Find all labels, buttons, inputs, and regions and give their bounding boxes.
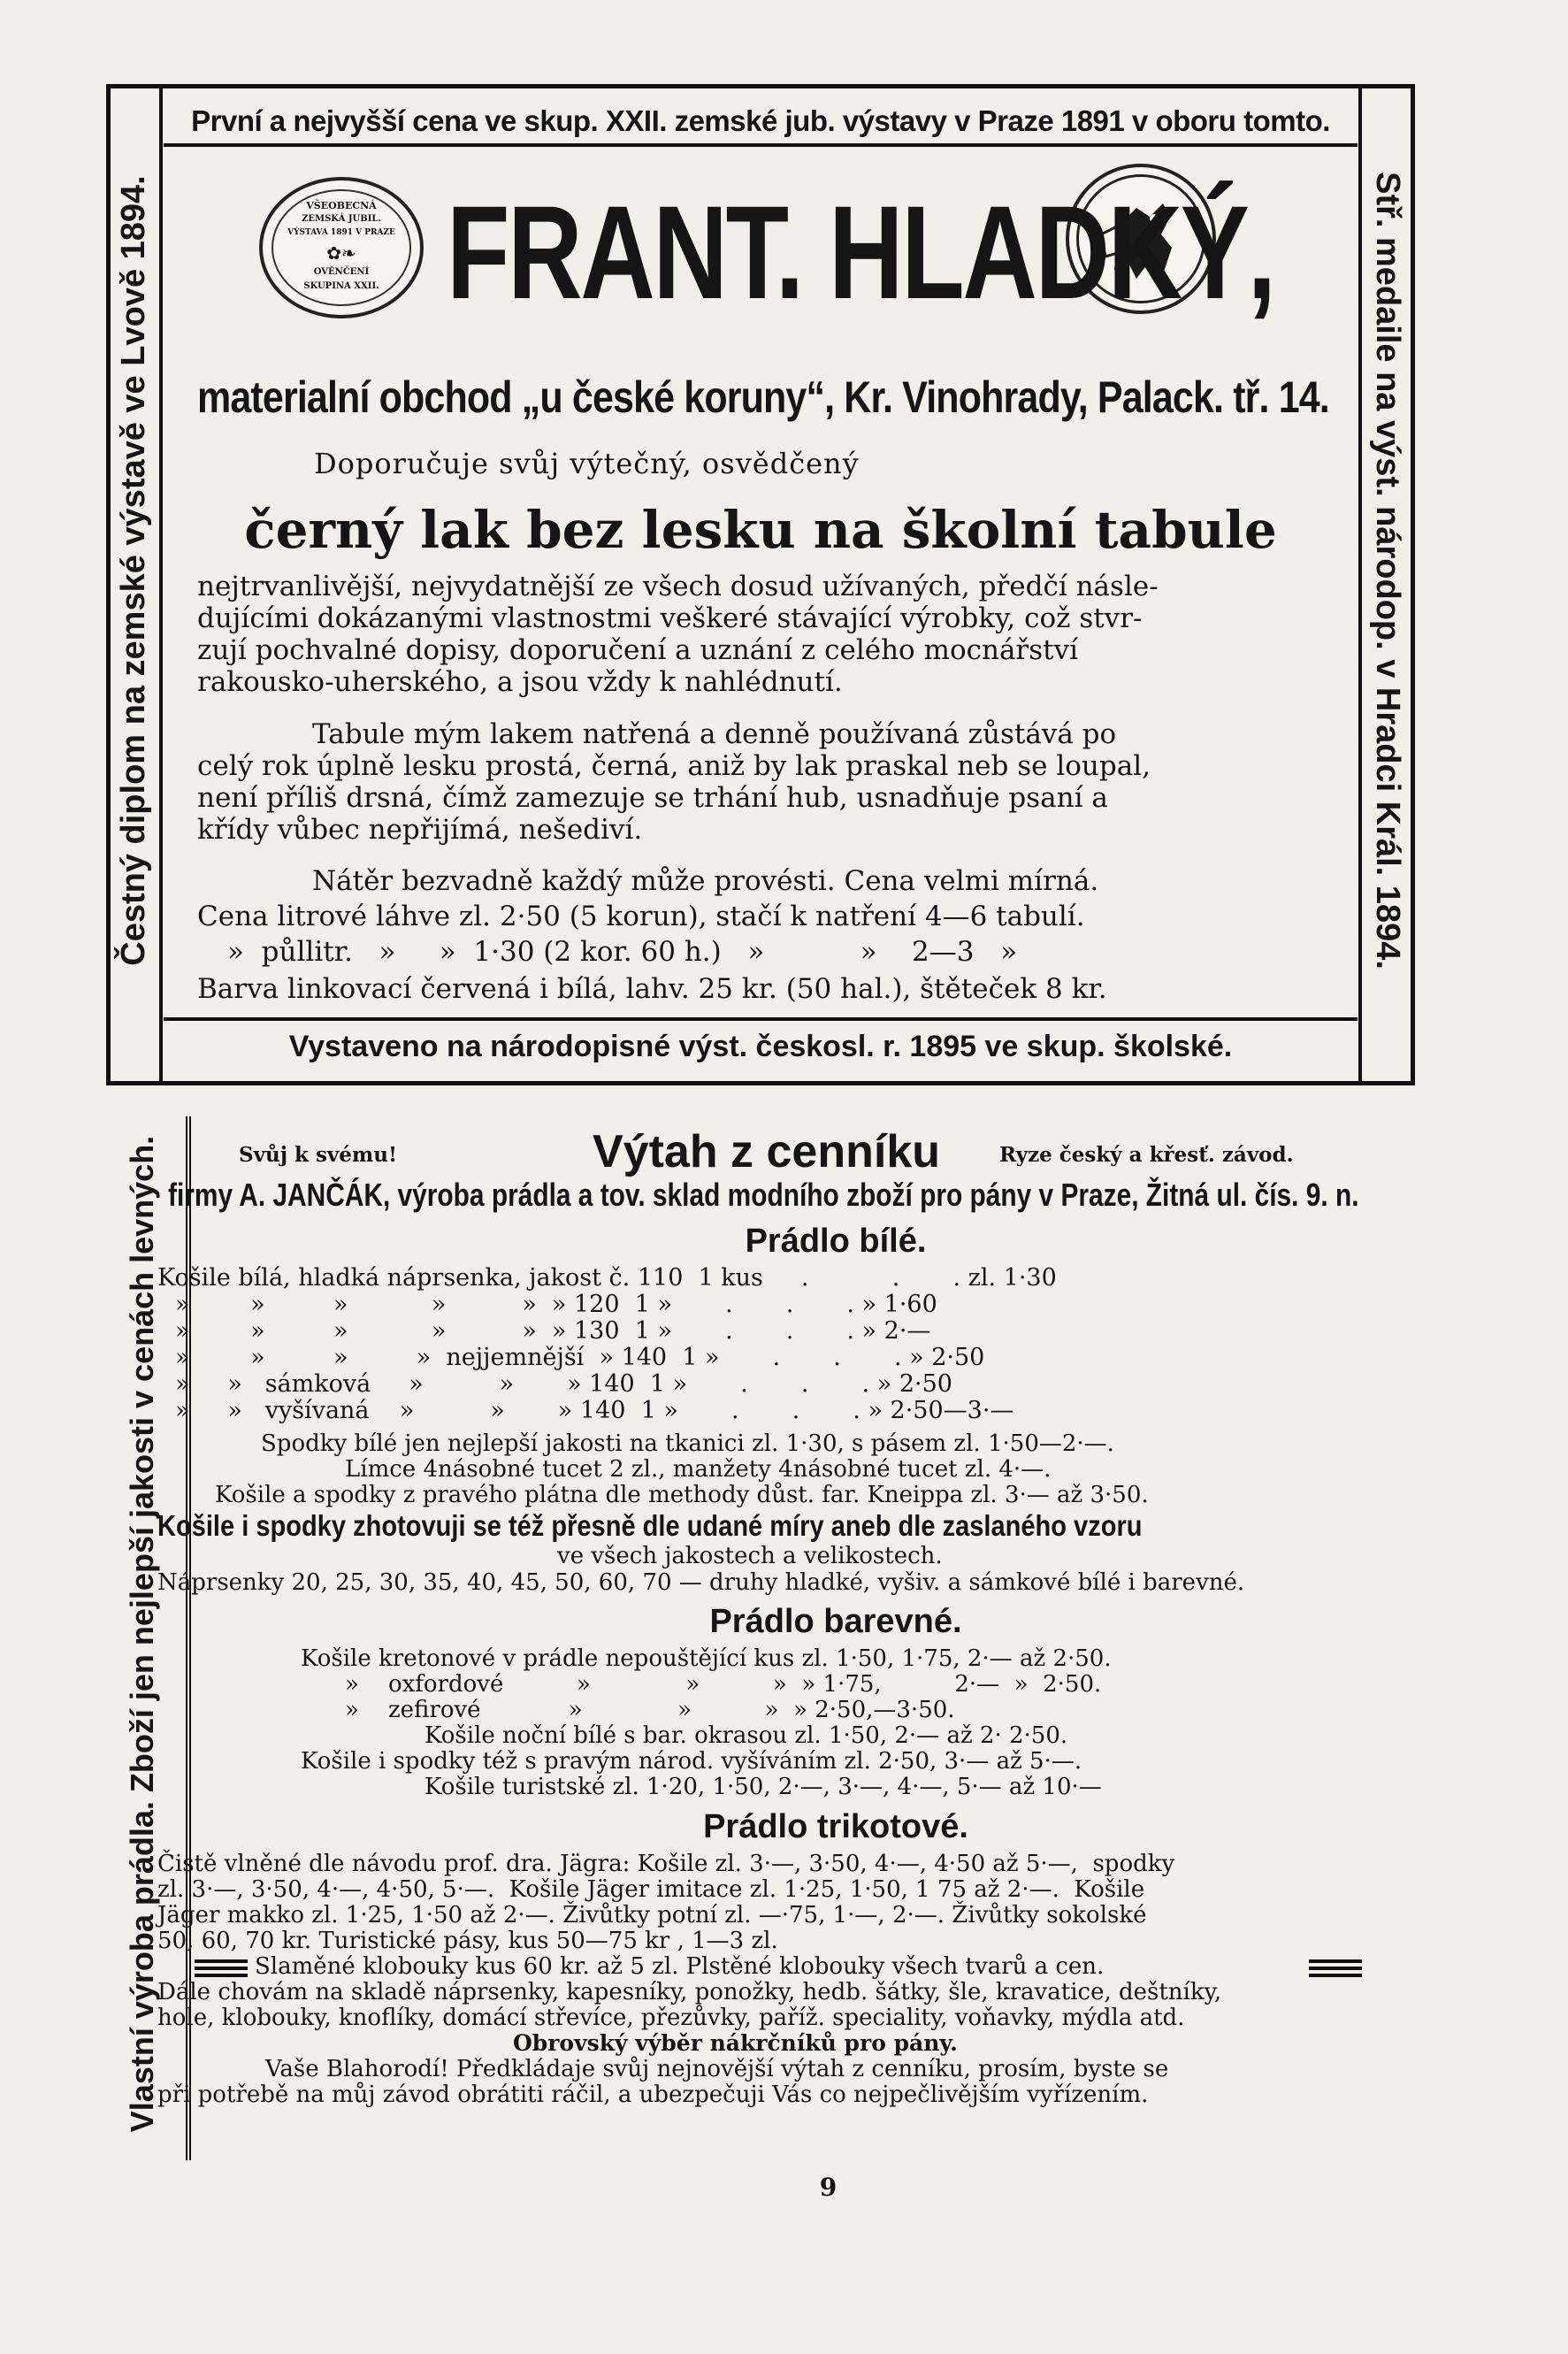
section-knitwear: Prádlo trikotové. [703, 1808, 968, 1845]
section-colored-linen: Prádlo barevné. [709, 1603, 962, 1640]
all-sizes-line: ve všech jakostech a velikostech. [557, 1543, 943, 1569]
top-banner: První a nejvyšší cena ve skup. XXII. zemské jub. výstavy v Praze 1891 v oboru tomto. [191, 104, 1330, 137]
advert-jancak [97, 1116, 1442, 2143]
left-side-text: Vlastní výroba prádla. Zboží jen nejlepší jakosti v cenách levných. [124, 1135, 160, 2133]
slogan-left: Svůj k svému! [239, 1143, 398, 1167]
section-white-linen: Prádlo bílé. [745, 1223, 927, 1260]
description-para-2 [197, 718, 1151, 846]
para2-line: Tabule mým lakem natřená a denně používaná zůstává po [312, 718, 1117, 750]
white-linen-table [157, 1265, 1057, 1424]
firm-line: firmy A. JANČÁK, výroba prádla a tov. sklad modního zboží pro pány v Praze, Žitná ul. čís. 9. n. [168, 1177, 1359, 1213]
right-side-text: Stř. medaile na výst. národop. v Hradci Král. 1894. [1369, 172, 1406, 970]
frame-left-divider [159, 88, 163, 1081]
price-line-2: » půllitr. » » 1·30 (2 kor. 60 h.) » » 2—3 » [227, 936, 1018, 968]
colored-line-3: » zefirové » » » » 2·50,—3·50. [345, 1697, 955, 1723]
advert-hladky [106, 84, 1415, 1085]
triple-dash-left-icon [195, 1957, 248, 1980]
table-row: Košile bílá, hladká náprsenka, jakost č. 110 1 kus . . . zl. 1·30 [157, 1264, 1057, 1292]
seal-text-1: VŠEOBECNÁ [306, 200, 377, 211]
para2-line: křídy vůbec nepřijímá, nešediví. [197, 814, 643, 846]
description-para-1 [197, 571, 1159, 698]
kneipp-line: Košile a spodky z pravého plátna dle methody důst. far. Kneippa zl. 3·— až 3·50. [215, 1482, 1149, 1508]
knit-line-3: Jäger makko zl. 1·25, 1·50 až 2·—. Živůtky potní zl. —·75, 1·—, 2·—. Živůtky sokolské [157, 1902, 1147, 1928]
seal-text-5: SKUPINA XXII. [303, 281, 379, 291]
neckties-line: Obrovský výběr nákrčníků pro pány. [513, 2030, 958, 2056]
price-line-3: Barva linkovací červená i bílá, lahv. 25 kr. (50 hal.), štěteček 8 kr. [197, 973, 1107, 1005]
colored-line-6: Košile turistské zl. 1·20, 1·50, 2·—, 3·—, 4·—, 5·— až 10·— [425, 1774, 1102, 1800]
colored-line-2: » oxfordové » » » » 1·75, 2·— » 2·50. [345, 1671, 1102, 1698]
hats-line: Slaměné klobouky kus 60 kr. až 5 zl. Plstěné klobouky všech tvarů a cen. [255, 1953, 1105, 1980]
custom-made-line: Košile i spodky zhotovuji se též přesně dle udané míry aneb dle zaslaného vzoru [157, 1509, 1143, 1542]
table-row: » » » » nejjemnější » 140 1 » . . . » 2·50 [175, 1344, 985, 1371]
stock-line-1: Dále chovám na skladě náprsenky, kapesníky, ponožky, hedb. šátky, šle, kravatice, deštníky, [157, 1979, 1222, 2005]
knit-line-1: Čistě vlněné dle návodu prof. dra. Jägra: Košile zl. 3·—, 3·50, 4·—, 4·50 až 5·—, spodky [157, 1851, 1175, 1877]
para1-line: nejtrvanlivější, nejvydatnější ze všech dosud užívaných, předčí násle- [197, 571, 1159, 602]
stock-line-2: hole, klobouky, knoflíky, domácí střevíce, přezůvky, paříž. speciality, voňavky, mýdla atd. [157, 2005, 1185, 2031]
para2-line: není příliš drsná, čímž zamezuje se trhání hub, usnadňuje psaní a [197, 782, 1108, 814]
exhibition-seal [259, 177, 424, 318]
para1-line: zují pochvalné dopisy, doporučení a uznání z celého mocnářství [197, 634, 1079, 666]
firm-name: FRANT. HLADKÝ, [447, 178, 1274, 326]
knit-line-4: 50, 60, 70 kr. Turistické pásy, kus 50—75 kr , 1—3 zl. [157, 1928, 778, 1954]
shirtfronts-line: Náprsenky 20, 25, 30, 35, 40, 45, 50, 60, 70 — druhy hladké, vyšiv. a sámkové bílé i barevné. [157, 1569, 1245, 1596]
top-banner-box [164, 101, 1358, 147]
firm-subtitle: materialní obchod „u české koruny“, Kr. Vinohrady, Palack. tř. 14. [197, 372, 1329, 422]
table-row: » » sámková » » » 140 1 » . . . » 2·50 [175, 1370, 952, 1398]
colored-line-4: Košile noční bílé s bar. okrasou zl. 1·50, 2·— až 2· 2·50. [425, 1722, 1068, 1749]
colored-line-5: Košile i spodky též s pravým národ. vyšíváním zl. 2·50, 3·— až 5·—. [301, 1748, 1082, 1775]
para1-line: dujícími dokázanými vlastnostmi veškeré stávající výrobky, což stvr- [197, 602, 1143, 634]
seal-emblem-icon: ✿❧ [326, 242, 356, 264]
pricelist-title: Výtah z cenníku [593, 1126, 940, 1177]
colored-line-1: Košile kretonové v prádle nepouštějící kus zl. 1·50, 1·75, 2·— až 2·50. [301, 1645, 1112, 1672]
triple-dash-right-icon [1309, 1957, 1362, 1980]
seal-text-2: ZEMSKÁ JUBIL. [302, 214, 381, 224]
para2-line: celý rok úplně lesku prostá, černá, aniž by lak praskal neb se loupal, [197, 750, 1151, 782]
closing-line-2: při potřebě na můj závod obrátiti ráčil, a ubezpečuji Vás co nejpečlivějším vyřízením. [157, 2082, 1149, 2108]
seal-text-3: VÝSTAVA 1891 V PRAZE [287, 228, 395, 237]
collars-line: Límce 4násobné tucet 2 zl., manžety 4násobné tucet zl. 4·—. [345, 1456, 1052, 1483]
underwear-line: Spodky bílé jen nejlepší jakosti na tkanici zl. 1·30, s pásem zl. 1·50—2·—. [261, 1430, 1114, 1457]
application-note: Nátěr bezvadně každý může provésti. Cena velmi mírná. [312, 865, 1099, 897]
product-title: černý lak bez lesku na školní tabule [244, 500, 1277, 560]
bottom-banner: Vystaveno na národopisné výst. českosl. r. 1895 ve skup. školské. [288, 1030, 1233, 1063]
left-side-text: Čestný diplom na zemské výstavě ve Lvově 1894. [115, 175, 152, 966]
knit-line-2: zl. 3·—, 3·50, 4·—, 4·50, 5·—. Košile Jäger imitace zl. 1·25, 1·50, 1 75 až 2·—. Košile [157, 1876, 1145, 1903]
page-number: 9 [819, 2173, 838, 2202]
price-line-1: Cena litrové láhve zl. 2·50 (5 korun), stačí k natření 4—6 tabulí. [197, 901, 1085, 932]
table-row: » » vyšívaná » » » 140 1 » . . . » 2·50—3·— [175, 1397, 1014, 1424]
slogan-right: Ryze český a křesť. závod. [999, 1143, 1294, 1167]
para1-line: rakousko-uherského, a jsou vždy k nahlédnutí. [197, 666, 843, 698]
bottom-banner-box [164, 1017, 1358, 1074]
table-row: » » » » » » 120 1 » . . . » 1·60 [175, 1291, 937, 1318]
seal-text-4: OVĚNČENÍ [313, 267, 370, 277]
closing-line-1: Vaše Blahorodí! Předkládaje svůj nejnovější výtah z cenníku, prosím, byste se [265, 2056, 1169, 2082]
recommend-line: Doporučuje svůj výtečný, osvědčený [314, 447, 860, 480]
table-row: » » » » » » 130 1 » . . . » 2·— [175, 1317, 931, 1345]
